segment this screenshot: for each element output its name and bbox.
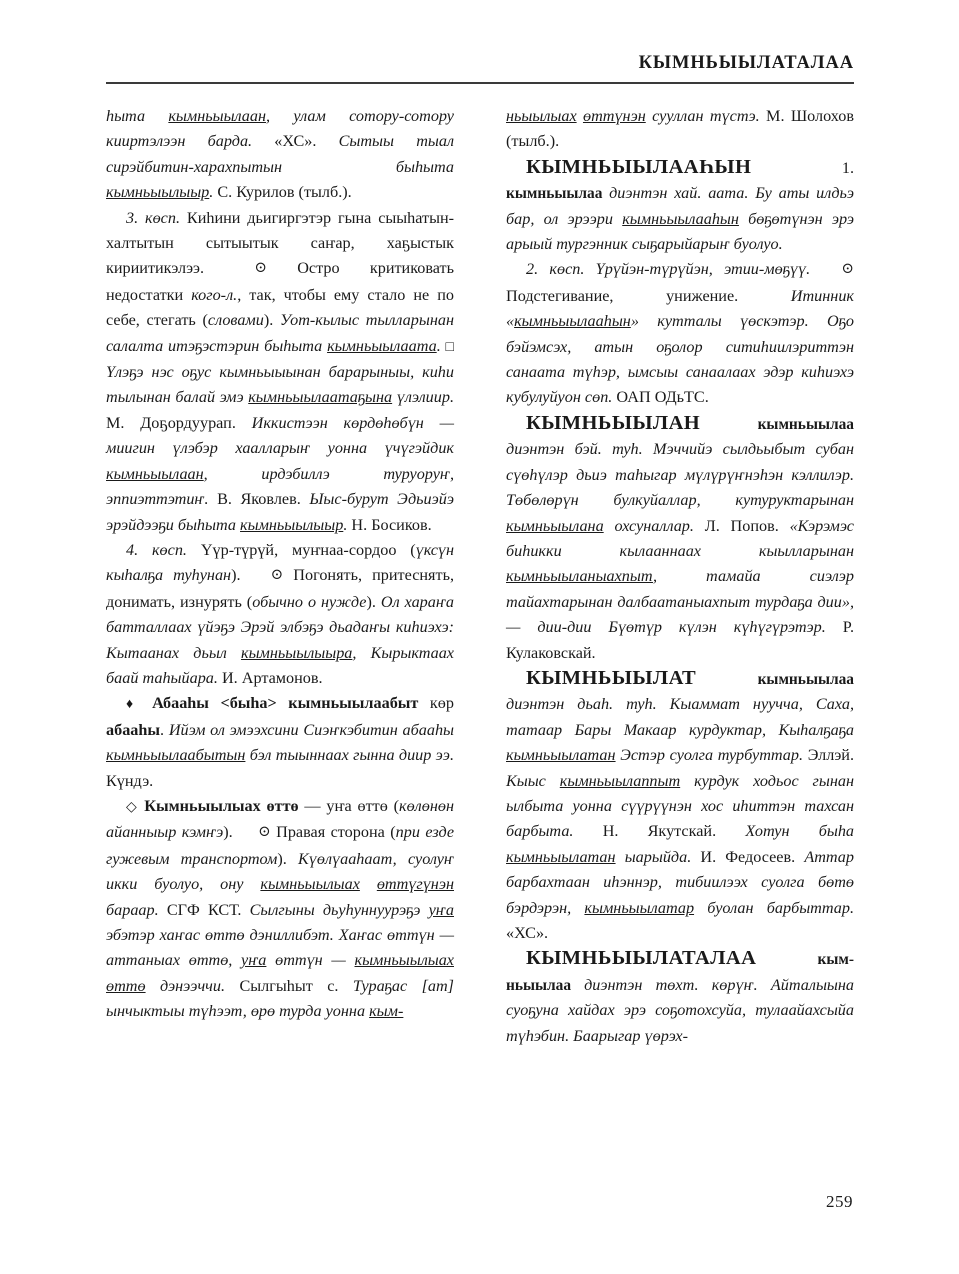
cited-form: уҥа (241, 951, 267, 970)
dictionary-entry (506, 946, 854, 1049)
definition-text: ). (263, 311, 280, 330)
definition-text: И. Федосеев. (700, 847, 805, 866)
dictionary-entry (506, 155, 854, 258)
cited-form: кымньыыланыахпыт (506, 567, 653, 586)
definition-text: — уҥа өттө ( (304, 796, 399, 815)
headword-runin: кымньыылаа (700, 415, 854, 433)
example-text: эбэтэр хаҥас өттө дэниллибэт. Хаҥас өттүн — аттаныах өттө, (106, 926, 454, 970)
headword: КЫМНЬЫЫЛААҺЫН (526, 155, 752, 178)
cited-form: кымньыылатан (506, 746, 616, 765)
sense-marker-icon: □ (445, 339, 454, 355)
example-text: бэл тыыннаах гынна диир ээ. (245, 746, 454, 765)
running-head-text: КЫМНЬЫЫЛАТАЛАА (638, 53, 854, 73)
sense-marker-icon: ⊙ (270, 567, 284, 584)
example-text: Ол хараҥа батталлаах үйэҕэ Эрэй элбэҕэ дьадаҥы киһиэхэ: Кытаанах дьыл (106, 592, 455, 662)
example-text: Сылгыны дьуһуннуурэҕэ (249, 900, 429, 919)
definition-text: Остро критиковать недостатки (106, 259, 455, 304)
cited-form: кымньыылыыра (241, 643, 353, 662)
definition-text: Погонять, притеснять, донимать, изнурять ( (106, 566, 455, 611)
headword-runin: кымньыылаа (506, 185, 610, 203)
example-text: диэнтэн дьаһ. туһ. Кыаммат нуучча, Саха, татаар Бары Макаар курдуктар, Кыһалҕаҕа (506, 695, 854, 739)
definition-text: көр (429, 694, 454, 713)
example-text: Ийэм ол эмээхсини Сиэҥкэбитин абааһы (168, 720, 455, 739)
cited-form: кымньыылаабытын (106, 746, 246, 765)
example-text: при езде гужевым транспортом (106, 823, 455, 868)
example-text: өттүн — (266, 951, 355, 970)
continuation-block (106, 104, 454, 206)
phrase-block (106, 794, 454, 1025)
sense-marker-icon: ♦ (126, 697, 141, 713)
sense-marker-icon: ⊙ (841, 261, 854, 278)
example-text: үксүн кыһалҕа туһунан (106, 540, 454, 585)
example-text: , тамайа сиэлэр тайахтарынан далбаатаныахпыт турдаҕа дии», — дии-дии Бүөтүр күлэн күһүгүрэтэр. (506, 567, 854, 637)
cited-form: кымньыылаан (106, 464, 204, 483)
cited-form: өттүгүнэн (376, 875, 454, 894)
example-text: Иккистээн көрдөһөбүн — миигин үлэбэр хаалларыҥ уонна үчүгэйдик (106, 413, 454, 458)
definition-text: Н. Якутскай. (602, 822, 746, 841)
headword-runin: кым-ньыылаа (506, 951, 854, 994)
example-text: бараар. (106, 900, 167, 919)
definition-text: М. Шолохов (тылб.). (506, 107, 855, 151)
example-text: обычно о нужде (252, 592, 367, 611)
cited-form: кымньыылааһын (622, 209, 739, 228)
cited-form: кым- (369, 1002, 404, 1021)
definition-text: Сылгыһыт с. (239, 976, 353, 995)
definition-text: С. Курилов (тылб.). (217, 183, 352, 202)
example-text: Итинник « (506, 286, 854, 331)
example-text: Аттар барбахтаан иһэннэр, тибиилээх суолга бөтө бэрдэрэн, (506, 847, 854, 917)
definition-text: Эллэй. (807, 746, 854, 765)
cited-form: кымньыылыах (354, 951, 454, 970)
sense-marker-icon: ◇ (126, 799, 139, 815)
definition-text: , так, чтобы ему стало не по себе, стегать ( (106, 285, 454, 330)
headword: КЫМНЬЫЫЛАТ (526, 666, 697, 689)
dictionary-entry (506, 666, 854, 946)
definition-text: ). (231, 566, 251, 585)
definition-text: Правая сторона ( (270, 823, 396, 842)
sense-block (106, 538, 454, 691)
example-text: Үлэҕэ нэс оҕус кымньыыынан барарыныы, киһи тылынан балай эмэ (106, 363, 454, 407)
example-text: дэнээччи. (145, 976, 240, 995)
example-text: көлөнөн айанныыр кэмҥэ (106, 796, 454, 842)
dictionary-entry (506, 411, 854, 666)
running-head (106, 52, 854, 86)
headword: КЫМНЬЫЫЛАТАЛАА (526, 947, 757, 970)
example-text: ыарыйда. (615, 847, 701, 866)
definition-text: Күндэ. (106, 771, 154, 790)
example-text: Кыыс (506, 771, 560, 790)
example-text: Сытыы тыал сирэйбитин-харахпытын быһыта (106, 132, 454, 176)
definition-text: Подстегивание, унижение. (506, 286, 791, 305)
definition-text: . (160, 720, 169, 739)
cited-form: уҥа (428, 900, 454, 919)
phrase-label: Абааһы <быһа> кымньыылаабыт (140, 694, 430, 713)
cited-form: ньыылыах (506, 107, 577, 125)
example-text: бөҕөтүнэн эрэ арыый тургэнник сыҕарыйарыҥ буолуо. (506, 209, 854, 254)
example-text: , улам сотору-сотору кииртэлээн барда. (106, 107, 454, 151)
phrase-label: Кымньыылыах өттө (138, 796, 305, 815)
example-text: . (436, 336, 446, 355)
body-columns (106, 104, 854, 1164)
example-text: » кутталы үөскэтэр. Оҕо бэйэмсэх, атын оҕолор ситиһиилэриттэн санаата түһэр, ымсыы санаалаах эдэр киһиэхэ кубулуйуон сөп. (506, 312, 854, 407)
example-text: сууллан түстэ. (645, 107, 767, 125)
cited-form: кымньыылыыр (106, 183, 210, 202)
continuation-block (506, 104, 854, 155)
column-right (506, 104, 854, 1164)
example-text: Эстэр суолга турбуттар. (615, 746, 808, 765)
example-text: Хотун быһа (745, 822, 855, 841)
example-text: , ирдэбиллэ туруоруҥ, эппиэттэтиҥ. (106, 464, 454, 509)
example-text: үлэлиир. (392, 388, 454, 407)
sense-marker-icon: ⊙ (258, 824, 271, 841)
cited-form: кымньыылаппыт (559, 771, 681, 790)
definition-text: СГФ КСТ. (166, 900, 250, 919)
header-rule (106, 82, 854, 84)
example-text: . (209, 183, 218, 202)
example-text: «Кэрэмэс биһикки кылааннаах кыылларынан (506, 516, 854, 560)
headword: КЫМНЬЫЫЛАН (526, 411, 701, 434)
cited-form: кымньыылыыр (240, 515, 344, 534)
cited-form: кымньыылаата (327, 336, 437, 355)
cited-form: өттүнэн (582, 107, 646, 125)
phrase-block (106, 691, 454, 794)
headword-runin: кымньыылаа (696, 670, 854, 688)
definition-text: ). (223, 823, 239, 842)
sense-marker-icon: ⊙ (254, 260, 267, 277)
definition-text: Ρ. Кулаковскай. (506, 618, 854, 662)
definition-text: М. Доҕордуурап. (106, 413, 252, 432)
example-text: словами (207, 311, 264, 330)
definition-text: Киһини дьигиргэтэр гына сыыһатын-халтытын сытыытык саҥар, хаҕыстык кириитикэлээ. (106, 208, 454, 278)
definition-text: 1. (751, 158, 854, 177)
phrase-label: абааһы (106, 720, 161, 739)
example-text: һыта (106, 107, 169, 125)
page-number: 259 (826, 1192, 853, 1211)
example-text: 3. көсп. (126, 208, 187, 227)
example-text: курдук ходьос гынан ылбыта уонна сүүрүүнэн хос иһиттэн тахсан барбыта. (506, 771, 854, 841)
definition-text: В. Яковлев. (217, 490, 310, 509)
example-text: 4. көсп. (126, 540, 201, 559)
example-text: 2. көсп. Үрүйэн-түрүйэн, этии-мөҕүү. (526, 260, 822, 279)
column-left (106, 104, 454, 1164)
example-text (360, 875, 377, 893)
cited-form: кымньыылатан (506, 847, 616, 866)
definition-text: «ХС». (274, 132, 339, 151)
cited-form: кымньыылааһын (514, 312, 631, 331)
example-text: диэнтэн төхт. көрүҥ. Айталыына суоҕуна хайдах эрэ соҕотохсуйа, тулаайахсыйа түһэбин. Баарыгар үөрэх- (506, 975, 854, 1045)
definition-text: ). (366, 592, 381, 611)
cited-form: өттө (106, 976, 146, 995)
definition-text: ). (277, 849, 299, 868)
example-text: Күөлүааһаат, суолуҥ икки буолуо, ону (106, 849, 454, 894)
example-text: диэнтэн хай. аата. Бу аты илдьэ бар, ол эрээри (506, 184, 855, 228)
definition-text: Л. Попов. (704, 516, 790, 535)
example-text: Тураҕас [ат] ынчыктыы түһээт, өрө турда уонна (106, 976, 454, 1021)
definition-text: Үүр-түрүй, муҥнаа-сордоо ( (200, 540, 416, 559)
definition-text: И. Артамонов. (221, 668, 323, 687)
example-text: кого-л. (191, 285, 238, 304)
example-text: диэнтэн бэй. туһ. Мэччийэ сылдьыбыт субан сүөһүлэр дьиэ таһыгар мүлүрүҥнэһэн кэллилэр. Төбөлөрүн булкуйаллар, кутуруктарынан (506, 440, 854, 510)
cited-form: кымньыылана (506, 516, 604, 535)
cited-form: кымньыылатар (584, 898, 695, 917)
definition-text: ОАП ОДьТС. (616, 388, 709, 407)
example-text: буолан барбыттар. (694, 898, 854, 917)
cited-form: кымньыылыах (260, 875, 360, 894)
cited-form: кымньыылаатаҕына (248, 388, 393, 407)
example-text: охсуналлар. (603, 516, 705, 535)
example-text: Уот-кылыс тылларынан салалта итэҕэстэрин быһыта (106, 311, 454, 355)
definition-text: «ХС». (506, 924, 549, 942)
sense-block (506, 257, 854, 410)
example-text: , Кырыктаах баай таһыйара. (106, 643, 454, 687)
sense-block (106, 206, 454, 538)
definition-text: Н. Босиков. (351, 515, 432, 534)
example-text: . (343, 515, 352, 534)
example-text: Ыыс-бурут Эдьиэйэ эрэйдээҕи быһыта (106, 490, 454, 534)
cited-form: кымньыылаан (168, 107, 267, 125)
